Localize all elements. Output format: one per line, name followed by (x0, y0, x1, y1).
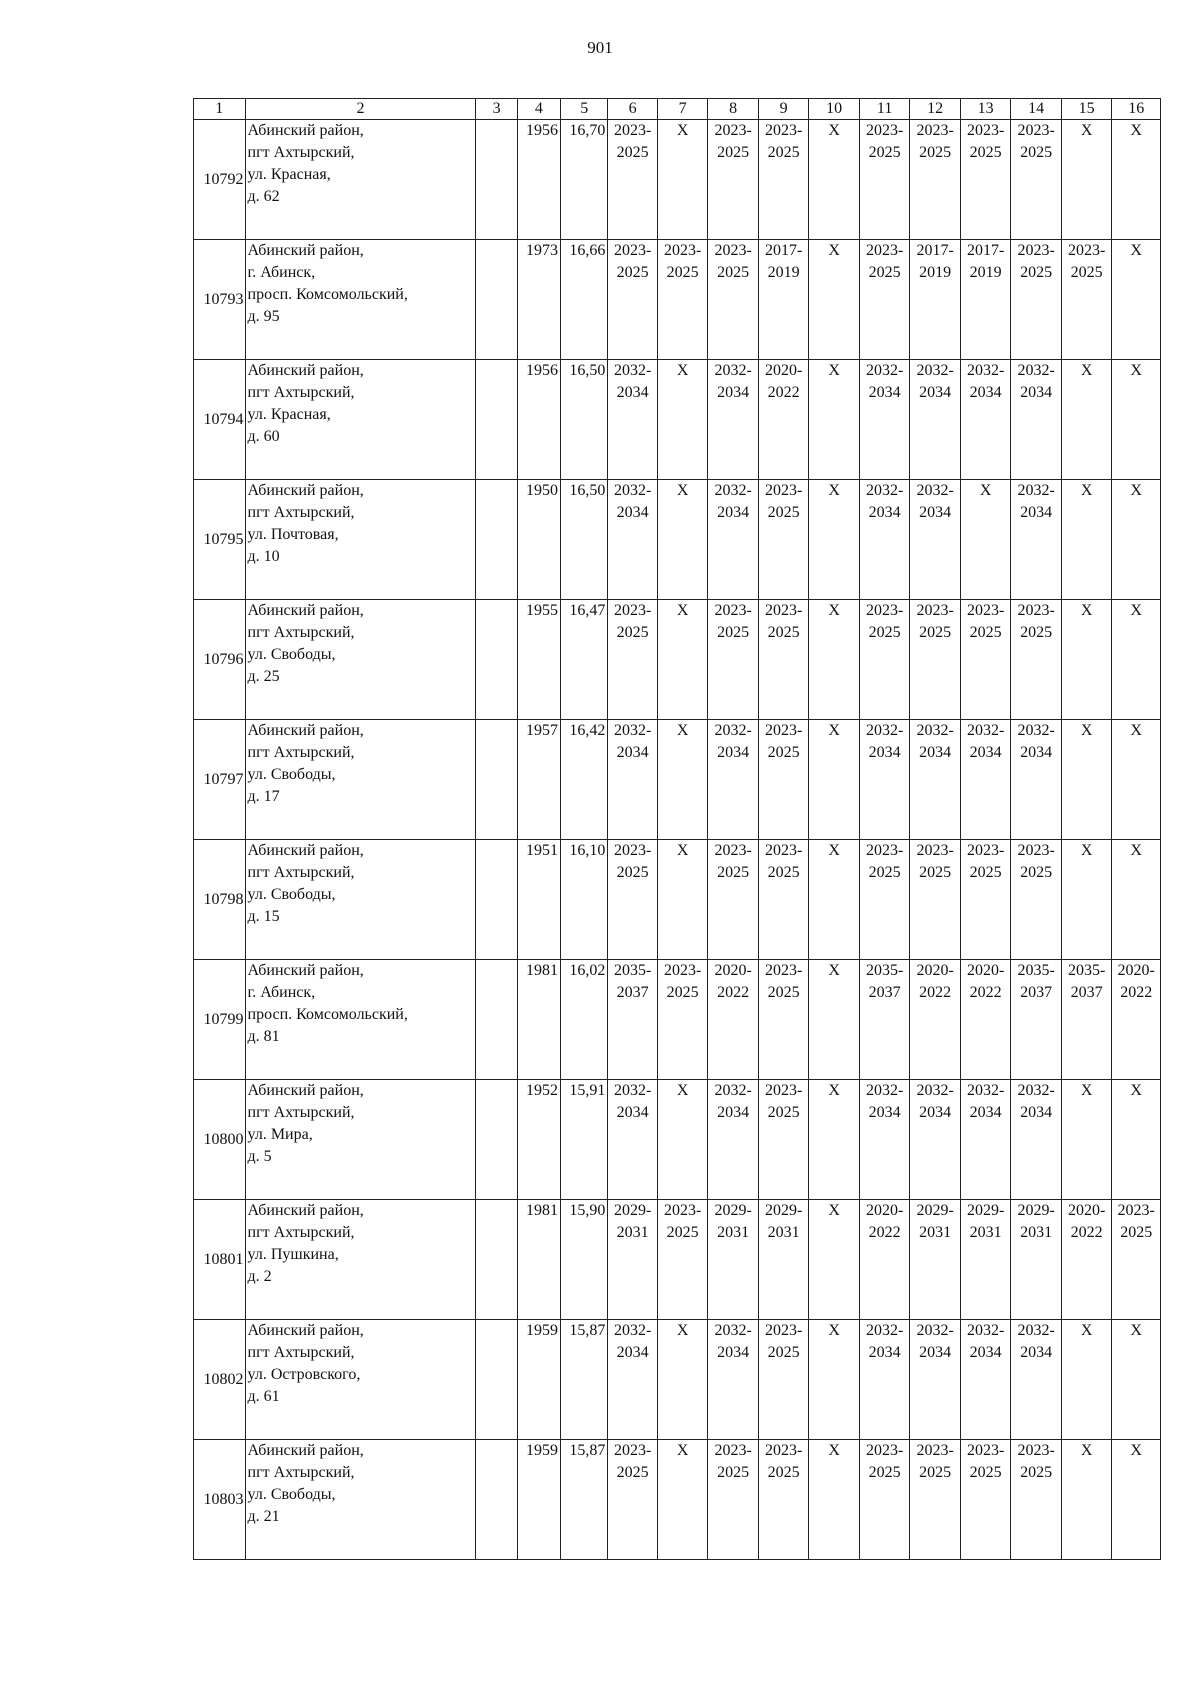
period-cell: 2032- 2034 (608, 360, 657, 480)
period-cell: 2020- 2022 (1061, 1200, 1112, 1320)
period-cell: 2020- 2022 (758, 360, 809, 480)
period-cell: 2032- 2034 (859, 360, 910, 480)
table-row (194, 240, 1161, 360)
address-cell: Абинский район, пгт Ахтырский, ул. Красная, д. 60 (245, 360, 476, 480)
value-cell: 15,87 (560, 1320, 607, 1440)
record-number-cell: 10793 (194, 240, 246, 360)
period-cell: 2020- 2022 (708, 960, 759, 1080)
column-header: 5 (560, 99, 607, 120)
period-cell: 2029- 2031 (708, 1200, 759, 1320)
period-cell: 2023- 2025 (758, 120, 809, 240)
address-cell: Абинский район, пгт Ахтырский, ул. Красная, д. 62 (245, 120, 476, 240)
period-cell: 2032- 2034 (708, 480, 759, 600)
period-cell: Х (1112, 120, 1161, 240)
record-number-cell: 10802 (194, 1320, 246, 1440)
period-cell: Х (1112, 240, 1161, 360)
period-cell: 2023- 2025 (960, 840, 1011, 960)
period-cell: 2023- 2025 (708, 120, 759, 240)
address-cell: Абинский район, пгт Ахтырский, ул. Почтовая, д. 10 (245, 480, 476, 600)
period-cell: Х (657, 1080, 708, 1200)
record-number-cell: 10800 (194, 1080, 246, 1200)
column-header: 16 (1112, 99, 1161, 120)
period-cell: 2023- 2025 (910, 600, 961, 720)
period-cell: 2020- 2022 (960, 960, 1011, 1080)
period-cell: Х (809, 960, 860, 1080)
period-cell: 2032- 2034 (608, 720, 657, 840)
period-cell: 2023- 2025 (608, 240, 657, 360)
period-cell: 2029- 2031 (960, 1200, 1011, 1320)
period-cell: 2023- 2025 (758, 480, 809, 600)
period-cell: Х (657, 720, 708, 840)
period-cell: 2023- 2025 (859, 840, 910, 960)
period-cell: Х (960, 480, 1011, 600)
period-cell: 2023- 2025 (1061, 240, 1112, 360)
column-header: 14 (1011, 99, 1062, 120)
period-cell: 2032- 2034 (910, 480, 961, 600)
period-cell: Х (1112, 1080, 1161, 1200)
record-number-cell: 10792 (194, 120, 246, 240)
period-cell: 2029- 2031 (608, 1200, 657, 1320)
value-cell: 16,10 (560, 840, 607, 960)
period-cell: 2023- 2025 (859, 120, 910, 240)
column-header: 3 (476, 99, 517, 120)
period-cell: 2023- 2025 (708, 600, 759, 720)
column-header: 1 (194, 99, 246, 120)
period-cell: 2023- 2025 (960, 120, 1011, 240)
period-cell: 2023- 2025 (1011, 1440, 1062, 1560)
period-cell: Х (1112, 720, 1161, 840)
table-row (194, 1200, 1161, 1320)
period-cell: 2032- 2034 (960, 1080, 1011, 1200)
column-header: 7 (657, 99, 708, 120)
address-cell: Абинский район, г. Абинск, просп. Комсомольский, д. 95 (245, 240, 476, 360)
period-cell: 2035- 2037 (1011, 960, 1062, 1080)
value-cell: 16,02 (560, 960, 607, 1080)
year-cell: 1973 (517, 240, 560, 360)
period-cell: 2032- 2034 (859, 720, 910, 840)
period-cell: 2032- 2034 (1011, 360, 1062, 480)
period-cell: 2023- 2025 (859, 600, 910, 720)
record-number-cell: 10799 (194, 960, 246, 1080)
period-cell: Х (809, 840, 860, 960)
period-cell: 2023- 2025 (1011, 120, 1062, 240)
period-cell: 2023- 2025 (708, 1440, 759, 1560)
period-cell: 2023- 2025 (1011, 600, 1062, 720)
column-header: 13 (960, 99, 1011, 120)
address-cell: Абинский район, пгт Ахтырский, ул. Мира, д. 5 (245, 1080, 476, 1200)
value-cell: 16,50 (560, 480, 607, 600)
period-cell: 2023- 2025 (608, 1440, 657, 1560)
period-cell: 2032- 2034 (859, 480, 910, 600)
period-cell: 2032- 2034 (910, 1320, 961, 1440)
year-cell: 1951 (517, 840, 560, 960)
record-number-cell: 10795 (194, 480, 246, 600)
period-cell: Х (809, 120, 860, 240)
period-cell: 2023- 2025 (657, 240, 708, 360)
record-number-cell: 10797 (194, 720, 246, 840)
address-cell: Абинский район, пгт Ахтырский, ул. Свободы, д. 21 (245, 1440, 476, 1560)
table-row (194, 960, 1161, 1080)
registry-table (193, 98, 1161, 1560)
period-cell: 2023- 2025 (758, 840, 809, 960)
value-cell: 16,66 (560, 240, 607, 360)
year-cell: 1981 (517, 960, 560, 1080)
period-cell: 2023- 2025 (758, 600, 809, 720)
period-cell: Х (809, 480, 860, 600)
year-cell: 1956 (517, 120, 560, 240)
empty-cell (476, 720, 517, 840)
period-cell: 2035- 2037 (859, 960, 910, 1080)
period-cell: Х (1061, 840, 1112, 960)
period-cell: 2023- 2025 (708, 840, 759, 960)
period-cell: 2032- 2034 (708, 1320, 759, 1440)
value-cell: 15,87 (560, 1440, 607, 1560)
period-cell: Х (809, 1080, 860, 1200)
period-cell: 2032- 2034 (910, 360, 961, 480)
period-cell: Х (657, 1440, 708, 1560)
period-cell: 2035- 2037 (1061, 960, 1112, 1080)
value-cell: 15,90 (560, 1200, 607, 1320)
column-header: 4 (517, 99, 560, 120)
table-row (194, 360, 1161, 480)
record-number-cell: 10803 (194, 1440, 246, 1560)
period-cell: 2023- 2025 (657, 1200, 708, 1320)
period-cell: 2032- 2034 (960, 360, 1011, 480)
period-cell: 2032- 2034 (708, 360, 759, 480)
period-cell: 2023- 2025 (758, 1080, 809, 1200)
column-header: 11 (859, 99, 910, 120)
period-cell: 2023- 2025 (657, 960, 708, 1080)
period-cell: Х (1061, 1080, 1112, 1200)
period-cell: 2023- 2025 (960, 600, 1011, 720)
period-cell: Х (1112, 1440, 1161, 1560)
period-cell: 2017- 2019 (910, 240, 961, 360)
period-cell: 2032- 2034 (708, 720, 759, 840)
period-cell: 2023- 2025 (758, 960, 809, 1080)
record-number-cell: 10801 (194, 1200, 246, 1320)
period-cell: Х (1061, 360, 1112, 480)
period-cell: 2032- 2034 (608, 480, 657, 600)
period-cell: 2032- 2034 (1011, 480, 1062, 600)
header-row (194, 99, 1161, 120)
address-cell: Абинский район, г. Абинск, просп. Комсомольский, д. 81 (245, 960, 476, 1080)
period-cell: 2023- 2025 (1011, 840, 1062, 960)
period-cell: 2029- 2031 (910, 1200, 961, 1320)
period-cell: Х (1112, 600, 1161, 720)
period-cell: Х (1061, 120, 1112, 240)
empty-cell (476, 1200, 517, 1320)
period-cell: Х (809, 1200, 860, 1320)
period-cell: 2029- 2031 (1011, 1200, 1062, 1320)
year-cell: 1959 (517, 1320, 560, 1440)
table-row (194, 840, 1161, 960)
period-cell: 2032- 2034 (1011, 1080, 1062, 1200)
year-cell: 1955 (517, 600, 560, 720)
record-number-cell: 10796 (194, 600, 246, 720)
period-cell: 2020- 2022 (1112, 960, 1161, 1080)
table-body (194, 120, 1161, 1560)
empty-cell (476, 600, 517, 720)
period-cell: 2017- 2019 (960, 240, 1011, 360)
year-cell: 1950 (517, 480, 560, 600)
period-cell: Х (1061, 1320, 1112, 1440)
period-cell: 2017- 2019 (758, 240, 809, 360)
value-cell: 16,50 (560, 360, 607, 480)
period-cell: 2032- 2034 (960, 720, 1011, 840)
period-cell: Х (1061, 480, 1112, 600)
empty-cell (476, 240, 517, 360)
period-cell: Х (809, 720, 860, 840)
period-cell: Х (809, 360, 860, 480)
empty-cell (476, 1080, 517, 1200)
period-cell: 2032- 2034 (608, 1080, 657, 1200)
period-cell: 2023- 2025 (608, 840, 657, 960)
empty-cell (476, 1440, 517, 1560)
empty-cell (476, 960, 517, 1080)
table-row (194, 1080, 1161, 1200)
year-cell: 1952 (517, 1080, 560, 1200)
period-cell: 2032- 2034 (960, 1320, 1011, 1440)
period-cell: 2023- 2025 (608, 600, 657, 720)
column-header: 15 (1061, 99, 1112, 120)
value-cell: 16,70 (560, 120, 607, 240)
period-cell: Х (657, 1320, 708, 1440)
period-cell: Х (1112, 360, 1161, 480)
column-header: 10 (809, 99, 860, 120)
period-cell: Х (657, 480, 708, 600)
period-cell: Х (1061, 1440, 1112, 1560)
year-cell: 1959 (517, 1440, 560, 1560)
empty-cell (476, 1320, 517, 1440)
period-cell: 2032- 2034 (608, 1320, 657, 1440)
empty-cell (476, 120, 517, 240)
record-number-cell: 10794 (194, 360, 246, 480)
period-cell: 2023- 2025 (1112, 1200, 1161, 1320)
table-row (194, 1320, 1161, 1440)
period-cell: Х (657, 360, 708, 480)
period-cell: Х (1112, 1320, 1161, 1440)
address-cell: Абинский район, пгт Ахтырский, ул. Пушкина, д. 2 (245, 1200, 476, 1320)
period-cell: 2023- 2025 (758, 720, 809, 840)
year-cell: 1981 (517, 1200, 560, 1320)
period-cell: 2032- 2034 (910, 720, 961, 840)
period-cell: 2023- 2025 (1011, 240, 1062, 360)
period-cell: 2023- 2025 (910, 1440, 961, 1560)
address-cell: Абинский район, пгт Ахтырский, ул. Свободы, д. 17 (245, 720, 476, 840)
period-cell: Х (809, 1440, 860, 1560)
column-header: 9 (758, 99, 809, 120)
period-cell: 2032- 2034 (1011, 720, 1062, 840)
empty-cell (476, 840, 517, 960)
year-cell: 1957 (517, 720, 560, 840)
period-cell: Х (1061, 600, 1112, 720)
period-cell: Х (1112, 840, 1161, 960)
period-cell: 2023- 2025 (859, 240, 910, 360)
period-cell: 2020- 2022 (910, 960, 961, 1080)
period-cell: 2023- 2025 (859, 1440, 910, 1560)
period-cell: Х (657, 120, 708, 240)
address-cell: Абинский район, пгт Ахтырский, ул. Свободы, д. 15 (245, 840, 476, 960)
table-row (194, 1440, 1161, 1560)
value-cell: 15,91 (560, 1080, 607, 1200)
period-cell: 2029- 2031 (758, 1200, 809, 1320)
empty-cell (476, 480, 517, 600)
period-cell: Х (809, 600, 860, 720)
period-cell: 2032- 2034 (1011, 1320, 1062, 1440)
period-cell: 2032- 2034 (859, 1320, 910, 1440)
period-cell: 2023- 2025 (708, 240, 759, 360)
period-cell: 2023- 2025 (910, 840, 961, 960)
address-cell: Абинский район, пгт Ахтырский, ул. Островского, д. 61 (245, 1320, 476, 1440)
period-cell: 2023- 2025 (758, 1320, 809, 1440)
value-cell: 16,42 (560, 720, 607, 840)
period-cell: 2023- 2025 (758, 1440, 809, 1560)
period-cell: Х (1061, 720, 1112, 840)
period-cell: Х (657, 840, 708, 960)
table-row (194, 120, 1161, 240)
period-cell: 2023- 2025 (910, 120, 961, 240)
period-cell: 2020- 2022 (859, 1200, 910, 1320)
value-cell: 16,47 (560, 600, 607, 720)
period-cell: Х (809, 240, 860, 360)
table-row (194, 600, 1161, 720)
column-header: 12 (910, 99, 961, 120)
address-cell: Абинский район, пгт Ахтырский, ул. Свободы, д. 25 (245, 600, 476, 720)
period-cell: 2032- 2034 (910, 1080, 961, 1200)
period-cell: 2023- 2025 (608, 120, 657, 240)
empty-cell (476, 360, 517, 480)
record-number-cell: 10798 (194, 840, 246, 960)
period-cell: 2032- 2034 (708, 1080, 759, 1200)
table-row (194, 480, 1161, 600)
page-number: 901 (587, 38, 613, 57)
column-header: 2 (245, 99, 476, 120)
period-cell: Х (657, 600, 708, 720)
table-row (194, 720, 1161, 840)
period-cell: 2023- 2025 (960, 1440, 1011, 1560)
column-header: 8 (708, 99, 759, 120)
column-header: 6 (608, 99, 657, 120)
period-cell: Х (809, 1320, 860, 1440)
year-cell: 1956 (517, 360, 560, 480)
period-cell: 2032- 2034 (859, 1080, 910, 1200)
period-cell: Х (1112, 480, 1161, 600)
period-cell: 2035- 2037 (608, 960, 657, 1080)
